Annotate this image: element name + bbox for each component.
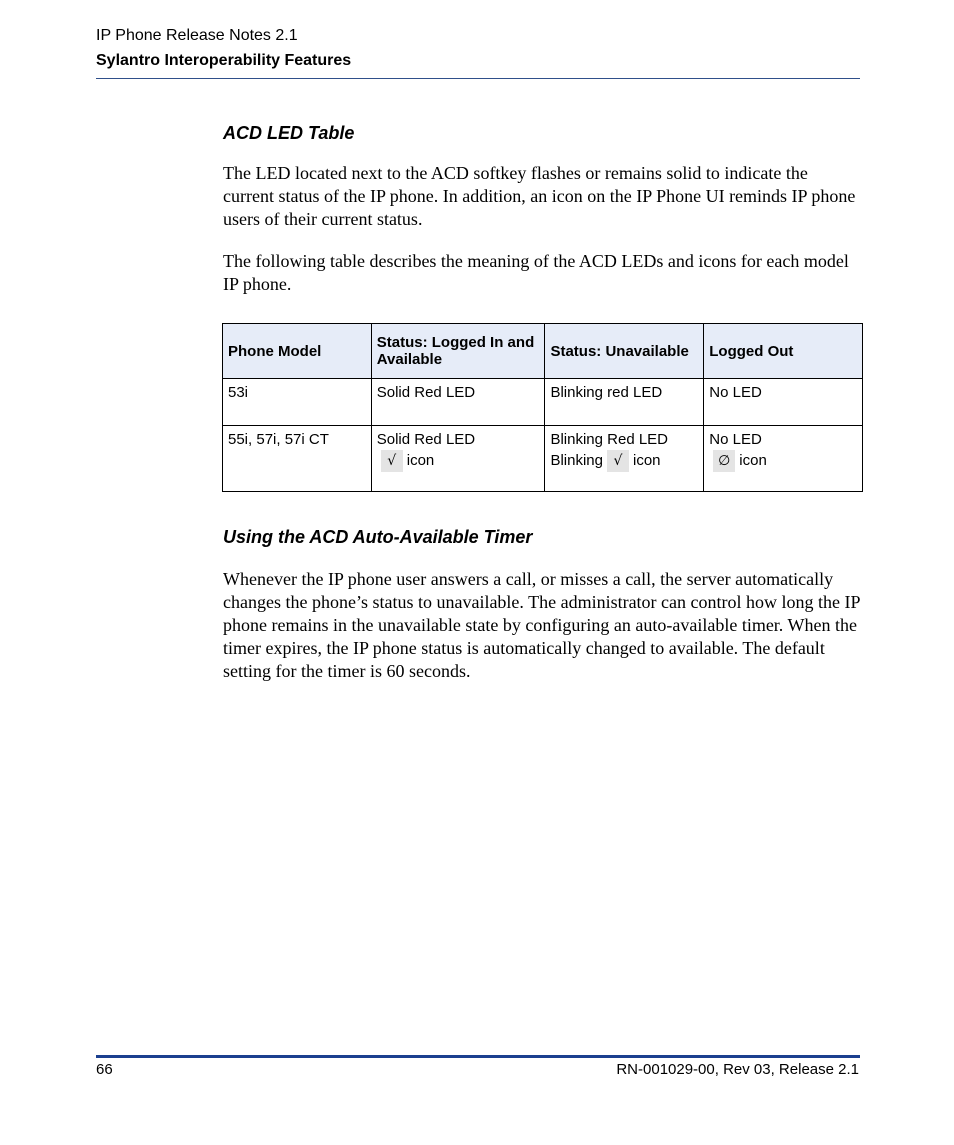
checkmark-icon: √	[381, 450, 403, 472]
column-header-unavailable: Status: Unavailable	[545, 324, 704, 379]
cell-model: 53i	[223, 379, 372, 426]
header-subtitle: Sylantro Interoperability Features	[96, 52, 352, 69]
cell-logged-in: Solid Red LED	[371, 379, 545, 426]
cell-unavailable: Blinking red LED	[545, 379, 704, 426]
page-number: 66	[96, 1061, 113, 1078]
cell-logged-out	[704, 426, 863, 492]
paragraph-timer: Whenever the IP phone user answers a call, or misses a call, the server automatically changes the phone’s status to unavailable. The administrator can control how long the IP phone remains in the unavailable state by configuring an auto-available timer. When the timer expires, the IP phone status is automatically changed to available. The default setting for the timer is 60 seconds.	[223, 569, 860, 681]
table-row	[223, 426, 863, 492]
section-heading-acd-led-table: ACD LED Table	[223, 123, 355, 143]
paragraph-led-intro: The LED located next to the ACD softkey flashes or remains solid to indicate the current status of the IP phone. In addition, an icon on the IP Phone UI reminds IP phone users of their current status.	[223, 163, 856, 229]
cell-logged-out: No LED	[704, 379, 863, 426]
table-header-row	[223, 324, 863, 379]
section-heading-auto-available-timer: Using the ACD Auto-Available Timer	[223, 527, 533, 547]
table-row	[223, 379, 863, 426]
column-header-phone-model: Phone Model	[223, 324, 372, 379]
footer-divider	[96, 1055, 860, 1058]
cell-unavailable-text: Blinking Red LED	[550, 431, 669, 448]
header-title: IP Phone Release Notes 2.1	[96, 27, 298, 44]
cell-unavailable	[545, 426, 704, 492]
cell-logged-out-text: No LED	[709, 431, 762, 448]
blinking-label: Blinking	[550, 451, 603, 469]
paragraph-table-intro: The following table describes the meaning of the ACD LEDs and icons for each model IP phone.	[223, 251, 849, 294]
cell-model: 55i, 57i, 57i CT	[223, 426, 372, 492]
cell-logged-in-text: Solid Red LED	[376, 431, 476, 448]
acd-led-table	[222, 323, 863, 492]
header-divider	[96, 78, 860, 79]
empty-set-icon: ∅	[713, 450, 735, 472]
cell-logged-in	[371, 426, 545, 492]
column-header-logged-in: Status: Logged In and Available	[371, 324, 545, 379]
document-id: RN-001029-00, Rev 03, Release 2.1	[616, 1061, 859, 1078]
checkmark-icon: √	[607, 450, 629, 472]
icon-label: icon	[739, 451, 767, 469]
column-header-logged-out: Logged Out	[704, 324, 863, 379]
icon-label: icon	[406, 451, 435, 469]
icon-label: icon	[632, 451, 661, 469]
